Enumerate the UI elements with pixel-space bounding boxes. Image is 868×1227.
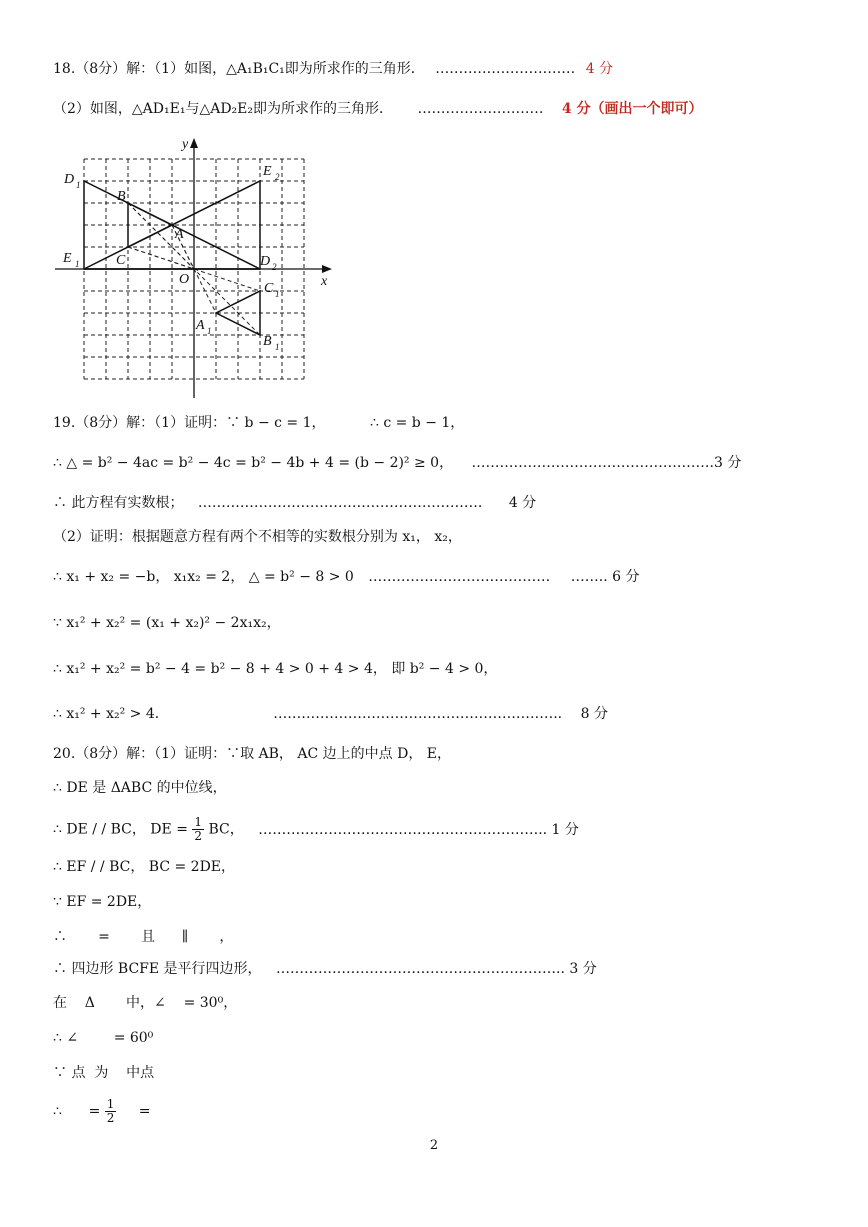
label-E1: E [63, 251, 72, 266]
q19-line7 [53, 660, 497, 678]
q19-l8: ∴ x₁² + x₂² > 4． [53, 706, 169, 722]
q19-line3 [53, 494, 536, 512]
q20-l11-fraction [105, 1098, 117, 1125]
q20-l3-num: 1 [194, 815, 203, 829]
q20-line5 [53, 893, 151, 911]
label-D2-sub: 2 [272, 262, 277, 272]
label-E2: E [263, 164, 272, 179]
q19-l8-score: 8 分 [580, 706, 608, 722]
q20-l11-num: 1 [106, 1097, 115, 1111]
q19-line1 [53, 414, 464, 432]
q19-l3: ∴ 此方程有实数根； [53, 495, 184, 511]
coordinate-grid-figure [55, 133, 345, 403]
label-A1: A [196, 318, 205, 333]
q20-l2: ∴ DE 是 ΔABC 的中位线， [53, 780, 227, 796]
label-D1-sub: 1 [76, 180, 81, 190]
q19-l2: ∴ △ = b² − 4ac = b² − 4c = b² − 4b + 4 = (b − 2)² ≥ 0， [53, 455, 454, 471]
q18-line1-dots: ………………………… [435, 61, 576, 77]
label-E2-sub: 2 [275, 172, 280, 182]
q20-l3-den: 2 [194, 829, 203, 843]
q19-l3-dots: ……………………………………………………. [197, 495, 483, 511]
q20-line7 [53, 960, 597, 978]
q19-l1: 19.（8分）解：（1）证明：∵ b − c = 1， [53, 415, 326, 431]
label-E1-sub: 1 [75, 259, 80, 269]
q19-line4 [53, 528, 462, 546]
q20-l3-pre: ∴ DE / / BC， DE = [53, 821, 188, 838]
q20-l1: 20.（8分）解：（1）证明：∵取 AB， AC 边上的中点 D， E， [53, 746, 451, 762]
q20-l11-pre: ∴ = [53, 1103, 101, 1120]
label-O: O [179, 272, 190, 287]
q20-line9 [53, 1029, 153, 1047]
q20-line10 [53, 1064, 154, 1082]
label-D2: D [260, 254, 271, 269]
label-x: x [321, 274, 328, 289]
q20-line6 [53, 928, 233, 946]
q20-line1 [53, 745, 451, 763]
label-y: y [182, 137, 189, 152]
q20-l5: ∵ EF = 2DE， [53, 894, 152, 910]
q20-l3-fraction [192, 816, 204, 843]
q19-line5 [53, 568, 639, 586]
label-B1-sub: 1 [275, 342, 280, 352]
q19-l3-score: 4 分 [508, 495, 537, 511]
q19-line2 [53, 454, 741, 472]
q19-l5-dots: ………………………………… [368, 569, 551, 585]
q18-line1-score: 4 分 [585, 61, 614, 77]
q20-l4: ∴ EF / / BC， BC = 2DE， [53, 859, 236, 875]
q19-l6: ∵ x₁² + x₂² = (x₁ + x₂)² − 2x₁x₂， [53, 615, 281, 631]
q20-line11 [53, 1098, 150, 1125]
q19-l5: ∴ x₁ + x₂ = −b， x₁x₂ = 2， △ = b² − 8 > 0 [53, 569, 354, 585]
label-C1-sub: 1 [275, 289, 280, 299]
y-axis-arrow [190, 138, 198, 148]
q18-line2 [53, 100, 703, 118]
q20-l11-den: 2 [106, 1111, 115, 1125]
q20-line2 [53, 779, 227, 797]
q18-line2-dots: ……………………… [417, 101, 544, 117]
q19-line6 [53, 614, 281, 632]
page-number: 2 [429, 1138, 439, 1153]
q20-l10: ∵ 点 为 中点 [53, 1065, 155, 1081]
q18-line2-text: （2）如图，△AD₁E₁与△AD₂E₂即为所求作的三角形． [53, 101, 393, 117]
q20-line8 [53, 994, 237, 1012]
q20-l6: ∴ = 且 ∥ ， [53, 929, 234, 945]
label-B: B [117, 189, 126, 204]
label-A1-sub: 1 [207, 326, 212, 336]
label-D1: D [64, 172, 75, 187]
q18-line1-text: 18.（8分）解：（1）如图，△A₁B₁C₁即为所求作的三角形． [53, 61, 425, 77]
label-A: A [175, 227, 184, 242]
q20-l11-post: = [120, 1103, 151, 1120]
q20-l3-post: BC， [208, 821, 244, 838]
q20-line3 [53, 816, 579, 843]
x-axis-arrow [322, 265, 332, 273]
q20-l7: ∴ 四边形 BCFE 是平行四边形， [53, 961, 262, 977]
q20-l3-dots: …………………………………………………….. 1 分 [258, 821, 579, 838]
q19-l8-dots: …………………………………………………….. [273, 706, 563, 722]
q20-line4 [53, 858, 235, 876]
label-C1: C [264, 281, 274, 296]
q18-line1 [53, 60, 613, 78]
q19-l2-dots: …………………………………………….3 分 [471, 455, 742, 471]
q19-l7: ∴ x₁² + x₂² = b² − 4 = b² − 8 + 4 > 0 + 4 > 4， 即 b² − 4 > 0， [53, 661, 498, 677]
q19-l4: （2）证明：根据题意方程有两个不相等的实数根分别为 x₁， x₂， [53, 529, 462, 545]
q20-l9: ∴ ∠ = 60⁰ [53, 1030, 154, 1046]
q19-l5-score: …….. 6 分 [570, 569, 640, 585]
q19-line8 [53, 705, 608, 723]
q18-line2-score: 4 分（画出一个即可） [561, 101, 703, 117]
q20-l8: 在 Δ 中，∠ = 30⁰， [53, 995, 238, 1011]
q20-l7-dots: …………………………………………………….. 3 分 [276, 961, 597, 977]
label-C: C [116, 253, 126, 268]
label-B1: B [263, 334, 272, 349]
q19-l1b: ∴ c = b − 1， [369, 415, 465, 431]
